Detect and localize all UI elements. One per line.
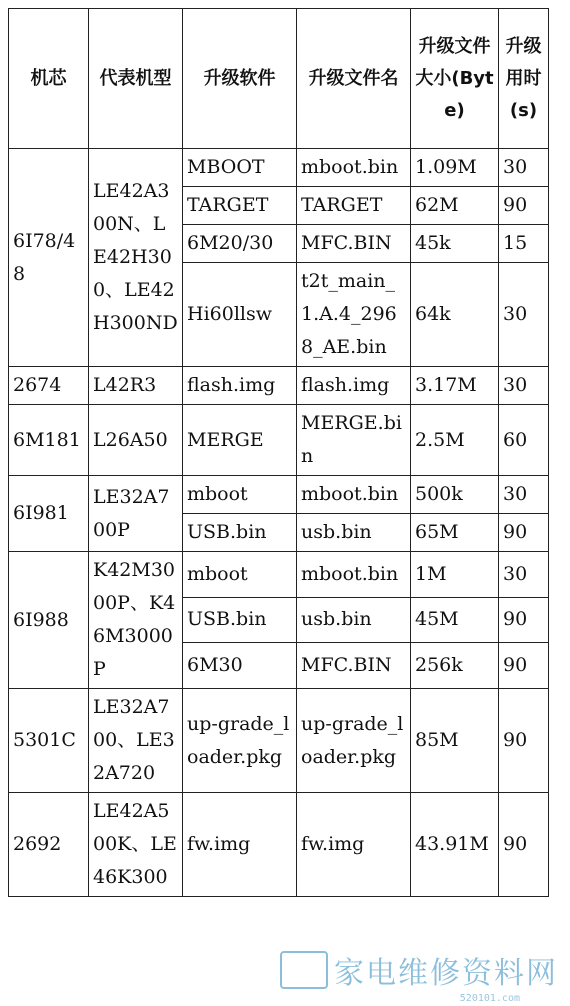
header-filesize: 升级文件大小(Byte) — [411, 9, 499, 149]
cell-filesize: 1M — [411, 552, 499, 598]
cell-time: 90 — [499, 689, 549, 793]
table-row — [9, 689, 549, 793]
upgrade-table — [8, 8, 549, 897]
cell-software: flash.img — [183, 367, 297, 405]
cell-filesize: 500k — [411, 476, 499, 514]
cell-filesize: 3.17M — [411, 367, 499, 405]
cell-filename: MERGE.bin — [297, 405, 411, 476]
cell-time: 30 — [499, 476, 549, 514]
cell-filename: mboot.bin — [297, 476, 411, 514]
cell-chassis: 2674 — [9, 367, 89, 405]
header-filename: 升级文件名 — [297, 9, 411, 149]
cell-software: USB.bin — [183, 597, 297, 643]
cell-time: 15 — [499, 225, 549, 263]
cell-model: LE32A700、LE32A720 — [89, 689, 183, 793]
header-time: 升级用时(s) — [499, 9, 549, 149]
cell-filesize: 45k — [411, 225, 499, 263]
cell-filesize: 256k — [411, 643, 499, 689]
cell-model: LE42A500K、LE46K300 — [89, 793, 183, 897]
cell-software: 6M20/30 — [183, 225, 297, 263]
cell-time: 60 — [499, 405, 549, 476]
cell-filename: mboot.bin — [297, 149, 411, 187]
cell-software: TARGET — [183, 187, 297, 225]
cell-time: 90 — [499, 514, 549, 552]
cell-filesize: 65M — [411, 514, 499, 552]
cell-model: K42M3000P、K46M3000P — [89, 552, 183, 689]
cell-time: 90 — [499, 643, 549, 689]
header-chassis: 机芯 — [9, 9, 89, 149]
cell-filesize: 62M — [411, 187, 499, 225]
watermark — [280, 948, 558, 992]
table-row — [9, 476, 549, 514]
cell-filename: TARGET — [297, 187, 411, 225]
cell-time: 30 — [499, 367, 549, 405]
cell-software: mboot — [183, 476, 297, 514]
cell-time: 90 — [499, 793, 549, 897]
cell-chassis: 2692 — [9, 793, 89, 897]
watermark-sub: 520101.com — [459, 993, 520, 1004]
cell-chassis: 6M181 — [9, 405, 89, 476]
table-row — [9, 405, 549, 476]
header-model: 代表机型 — [89, 9, 183, 149]
table-body — [9, 149, 549, 897]
cell-software: 6M30 — [183, 643, 297, 689]
cell-model: LE32A700P — [89, 476, 183, 552]
cell-filesize: 85M — [411, 689, 499, 793]
cell-filename: usb.bin — [297, 514, 411, 552]
cell-model: L26A50 — [89, 405, 183, 476]
cell-time: 90 — [499, 597, 549, 643]
cell-chassis: 6I981 — [9, 476, 89, 552]
cell-filename: flash.img — [297, 367, 411, 405]
cell-chassis: 5301C — [9, 689, 89, 793]
cell-chassis: 6I988 — [9, 552, 89, 689]
cell-model: L42R3 — [89, 367, 183, 405]
cell-chassis: 6I78/48 — [9, 149, 89, 367]
cell-filename: MFC.BIN — [297, 225, 411, 263]
cell-filename: t2t_main_1.A.4_2968_AE.bin — [297, 263, 411, 367]
cell-software: up-grade_loader.pkg — [183, 689, 297, 793]
cell-software: MERGE — [183, 405, 297, 476]
cell-filesize: 1.09M — [411, 149, 499, 187]
table-row — [9, 367, 549, 405]
cell-time: 90 — [499, 187, 549, 225]
watermark-text: 家电维修资料网 — [334, 956, 558, 991]
cell-time: 30 — [499, 149, 549, 187]
cell-software: Hi60llsw — [183, 263, 297, 367]
table-row — [9, 552, 549, 598]
cell-time: 30 — [499, 263, 549, 367]
cell-filename: MFC.BIN — [297, 643, 411, 689]
cell-filename: up-grade_loader.pkg — [297, 689, 411, 793]
cell-software: mboot — [183, 552, 297, 598]
cell-filesize: 64k — [411, 263, 499, 367]
cell-filename: usb.bin — [297, 597, 411, 643]
cell-software: MBOOT — [183, 149, 297, 187]
cell-filesize: 2.5M — [411, 405, 499, 476]
cell-model: LE42A300N、LE42H300、LE42H300ND — [89, 149, 183, 367]
cell-filesize: 45M — [411, 597, 499, 643]
header-software: 升级软件 — [183, 9, 297, 149]
table-row — [9, 149, 549, 187]
cell-time: 30 — [499, 552, 549, 598]
cell-filename: fw.img — [297, 793, 411, 897]
header-row — [9, 9, 549, 149]
table-row — [9, 793, 549, 897]
cell-filesize: 43.91M — [411, 793, 499, 897]
cell-software: USB.bin — [183, 514, 297, 552]
cell-software: fw.img — [183, 793, 297, 897]
watermark-logo-icon — [280, 951, 328, 989]
cell-filename: mboot.bin — [297, 552, 411, 598]
